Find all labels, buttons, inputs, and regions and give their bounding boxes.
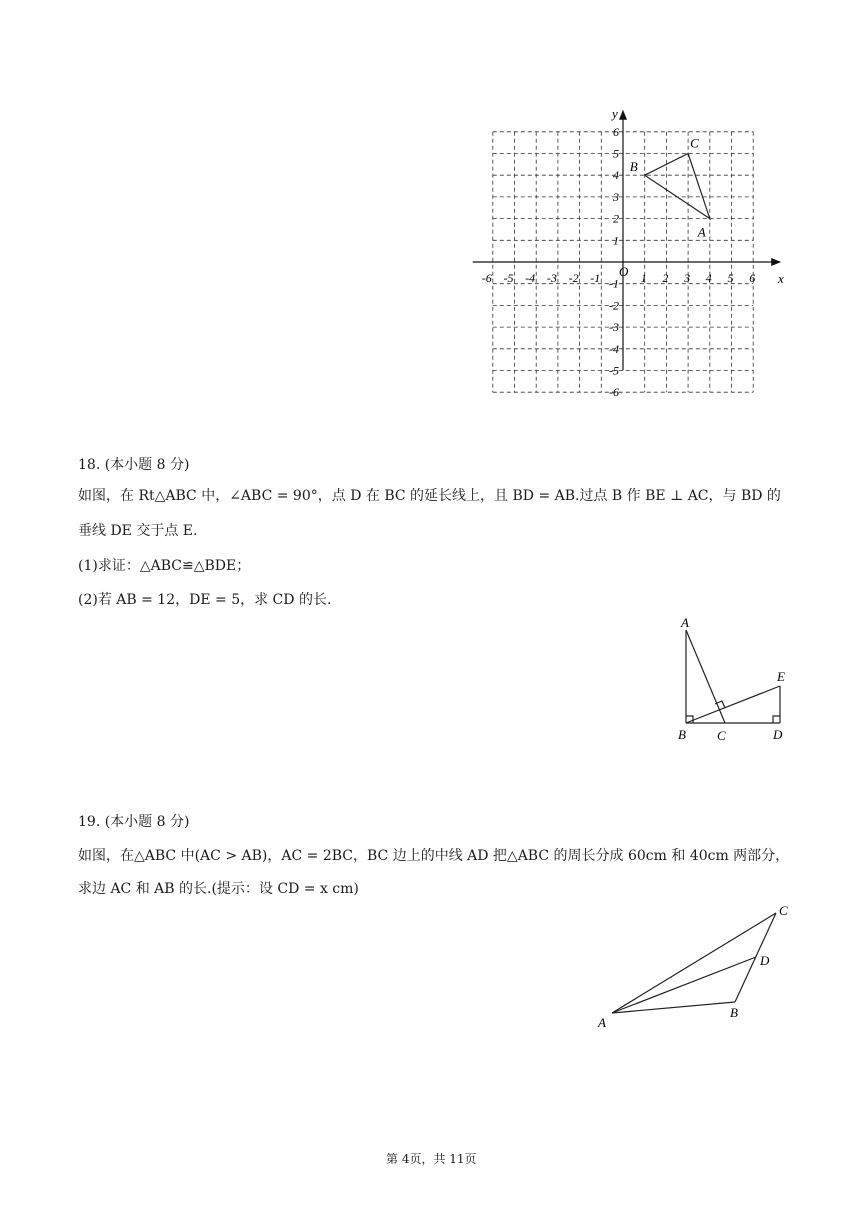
x-tick-label: -5 [503, 271, 514, 285]
y-tick-label: 2 [613, 211, 619, 226]
x-tick-label: -3 [546, 271, 557, 285]
y-tick-label: 6 [613, 124, 619, 139]
x-tick-label: 6 [749, 271, 756, 285]
page-footer: 第 4页，共 11页 [386, 1152, 477, 1166]
x-tick-label: -4 [525, 271, 536, 285]
x-tick-label: 2 [662, 271, 669, 285]
y-tick-label: -1 [609, 276, 619, 291]
point-label-b: B [629, 159, 638, 175]
q19-label-a: A [598, 1015, 606, 1030]
q19-line2: 求边 AC 和 AB 的长.(提示：设 CD = x cm) [78, 881, 359, 897]
q18-line1: 如图，在 Rt△ABC 中，∠ABC = 90°，点 D 在 BC 的延长线上，且 BD = AB.过点 B 作 BE ⊥ AC，与 BD 的 [78, 488, 781, 504]
x-tick-label: 3 [684, 271, 691, 285]
y-tick-label: -4 [609, 341, 619, 356]
coordinate-grid-figure [470, 100, 800, 420]
q18-header: 18. (本小题 8 分) [78, 457, 190, 473]
point-label-a: A [697, 224, 706, 240]
q19-label-d: D [760, 953, 770, 968]
x-tick-label: -1 [590, 271, 601, 285]
q18-label-d: D [773, 727, 783, 742]
q18-line2: 垂线 DE 交于点 E. [78, 523, 198, 539]
q19-label-c: C [779, 903, 788, 918]
y-tick-label: -3 [609, 320, 619, 335]
x-axis-arrow [771, 258, 781, 266]
q18-figure [670, 608, 800, 748]
q18-label-b: B [678, 727, 686, 742]
q18-label-c: C [717, 728, 726, 743]
y-tick-label: -6 [609, 385, 619, 400]
x-tick-label: 1 [640, 271, 647, 285]
point-label-c: C [690, 135, 699, 151]
q19-header: 19. (本小题 8 分) [78, 814, 190, 830]
x-tick-label: 5 [727, 271, 734, 285]
y-tick-label: 3 [613, 189, 619, 204]
triangle-edges [645, 154, 710, 219]
q18-part1: (1)求证：△ABC≌△BDE； [78, 558, 251, 574]
x-tick-label: -6 [481, 271, 492, 285]
q19-label-b: B [730, 1005, 738, 1020]
y-tick-label: 5 [613, 146, 619, 161]
origin-label: O [619, 264, 629, 279]
q18-label-a: A [681, 615, 689, 630]
y-tick-label: -2 [609, 298, 619, 313]
triangle-abc [630, 136, 710, 240]
q18-part2: (2)若 AB = 12，DE = 5，求 CD 的长. [78, 592, 332, 608]
y-axis-arrow [619, 110, 627, 120]
x-tick-label: -2 [568, 271, 579, 285]
x-axis-label: x [778, 271, 784, 286]
q19-line1: 如图，在△ABC 中(AC > AB)，AC = 2BC，BC 边上的中线 AD 把△ABC 的周长分成 60cm 和 40cm 两部分， [78, 848, 790, 864]
y-tick-label: 4 [613, 168, 619, 183]
x-tick-label: 4 [705, 271, 712, 285]
q19-figure [590, 895, 800, 1035]
q18-label-e: E [777, 669, 785, 684]
y-axis-label: y [612, 106, 618, 121]
y-tick-label: 1 [613, 233, 619, 248]
y-tick-label: -5 [609, 363, 619, 378]
